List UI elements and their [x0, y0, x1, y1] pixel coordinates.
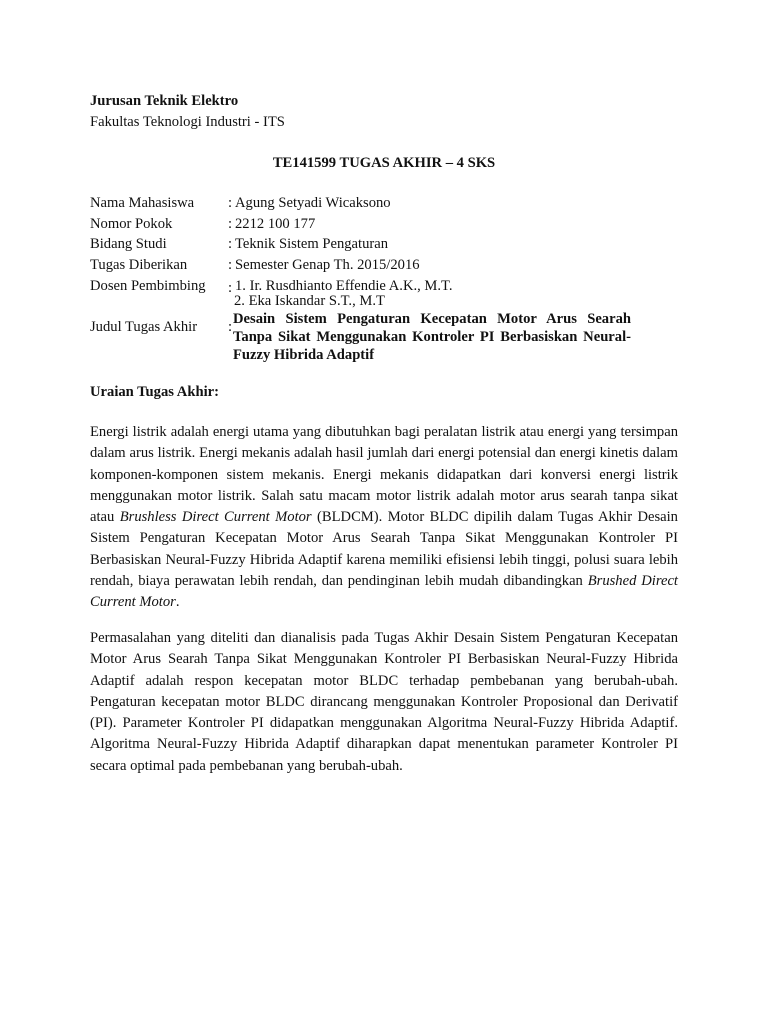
department-heading: Jurusan Teknik Elektro — [90, 93, 239, 109]
colon: : — [228, 236, 233, 252]
info-row-advisor — [90, 278, 690, 298]
given-value: Semester Genap Th. 2015/2016 — [235, 257, 420, 273]
paragraph-1-italic: Brushless Direct Current Motor — [119, 509, 312, 526]
title-label: Judul Tugas Akhir — [90, 319, 198, 335]
field-value: Teknik Sistem Pengaturan — [235, 236, 388, 252]
id-label: Nomor Pokok — [90, 216, 173, 232]
paragraph-2: Permasalahan yang diteliti dan dianalisis pada Tugas Akhir Desain Sistem Pengaturan Kecepatan Motor Arus Searah Tanpa Sikat Menggunakan Kontroler PI Berbasiskan Neural-Fuzzy Hibrida Adaptif adalah respon kecepatan motor BLDC terhadap pembebanan yang berubah-ubah. Pengaturan kecepatan motor BLDC dirancang menggunakan Kontroler Proposional dan Derivatif (PI). Parameter Kontroler PI didapatkan menggunakan Algoritma Neural-Fuzzy Hibrida Adaptif. Algoritma Neural-Fuzzy Hibrida Adaptif diharapkan dapat menentukan parameter Kontroler PI secara optimal pada pembebanan yang berubah-ubah. — [90, 630, 678, 774]
section-heading: Uraian Tugas Akhir: — [90, 384, 219, 400]
colon: : — [228, 216, 233, 232]
paragraph-1 — [90, 422, 678, 614]
info-row-id — [90, 216, 690, 236]
thesis-title-line: Tanpa Sikat Menggunakan Kontroler PI Berbasiskan Neural- — [233, 329, 631, 345]
colon: : — [228, 195, 233, 211]
paragraph-1-text: (BLDCM). Motor BLDC dipilih dalam Tugas Akhir Desain Sistem Pengaturan Kecepatan Motor Arus Searah Tanpa Sikat Menggunakan Kontroler PI Berbasiskan Neural-Fuzzy Hibrida Adaptif karena memiliki efisiensi lebih tinggi, polusi suara lebih rendah, biaya perawatan lebih rendah, dan pendinginan lebih mudah dibandingkan — [90, 509, 678, 590]
colon: : — [228, 280, 233, 296]
id-value: 2212 100 177 — [235, 216, 316, 232]
advisor-2: 2. Eka Iskandar S.T., M.T — [234, 293, 385, 309]
thesis-title-line: Desain Sistem Pengaturan Kecepatan Motor Arus Searah — [233, 311, 631, 327]
thesis-title — [233, 310, 631, 364]
faculty-line: Fakultas Teknologi Industri - ITS — [90, 114, 285, 130]
given-label: Tugas Diberikan — [90, 257, 188, 273]
name-value: Agung Setyadi Wicaksono — [235, 195, 391, 211]
paragraph-1-italic: Brushed Direct Current Motor — [90, 573, 678, 611]
thesis-title-line: Fuzzy Hibrida Adaptif — [233, 347, 375, 363]
advisor-1: 1. Ir. Rusdhianto Effendie A.K., M.T. — [235, 278, 453, 294]
colon: : — [228, 319, 233, 335]
info-row-given — [90, 257, 690, 277]
paragraph-1-text: Energi listrik adalah energi utama yang dibutuhkan bagi peralatan listrik atau energi yang tersimpan dalam arus listrik. Energi mekanis adalah hasil jumlah dari energi potensial dan energi kinetis dalam komponen-komponen sistem mekanis. Energi mekanis didapatkan dari konversi energi listrik menggunakan motor listrik. Salah satu macam motor listrik adalah motor arus searah tanpa sikat atau — [90, 424, 678, 526]
name-label: Nama Mahasiswa — [90, 195, 195, 211]
info-row-name — [90, 195, 690, 215]
advisor-label: Dosen Pembimbing — [90, 278, 206, 294]
course-title: TE141599 TUGAS AKHIR – 4 SKS — [272, 155, 496, 171]
info-row-field — [90, 236, 690, 256]
paragraph-1-text: . — [175, 594, 180, 611]
field-label: Bidang Studi — [90, 236, 167, 252]
colon: : — [228, 257, 233, 273]
